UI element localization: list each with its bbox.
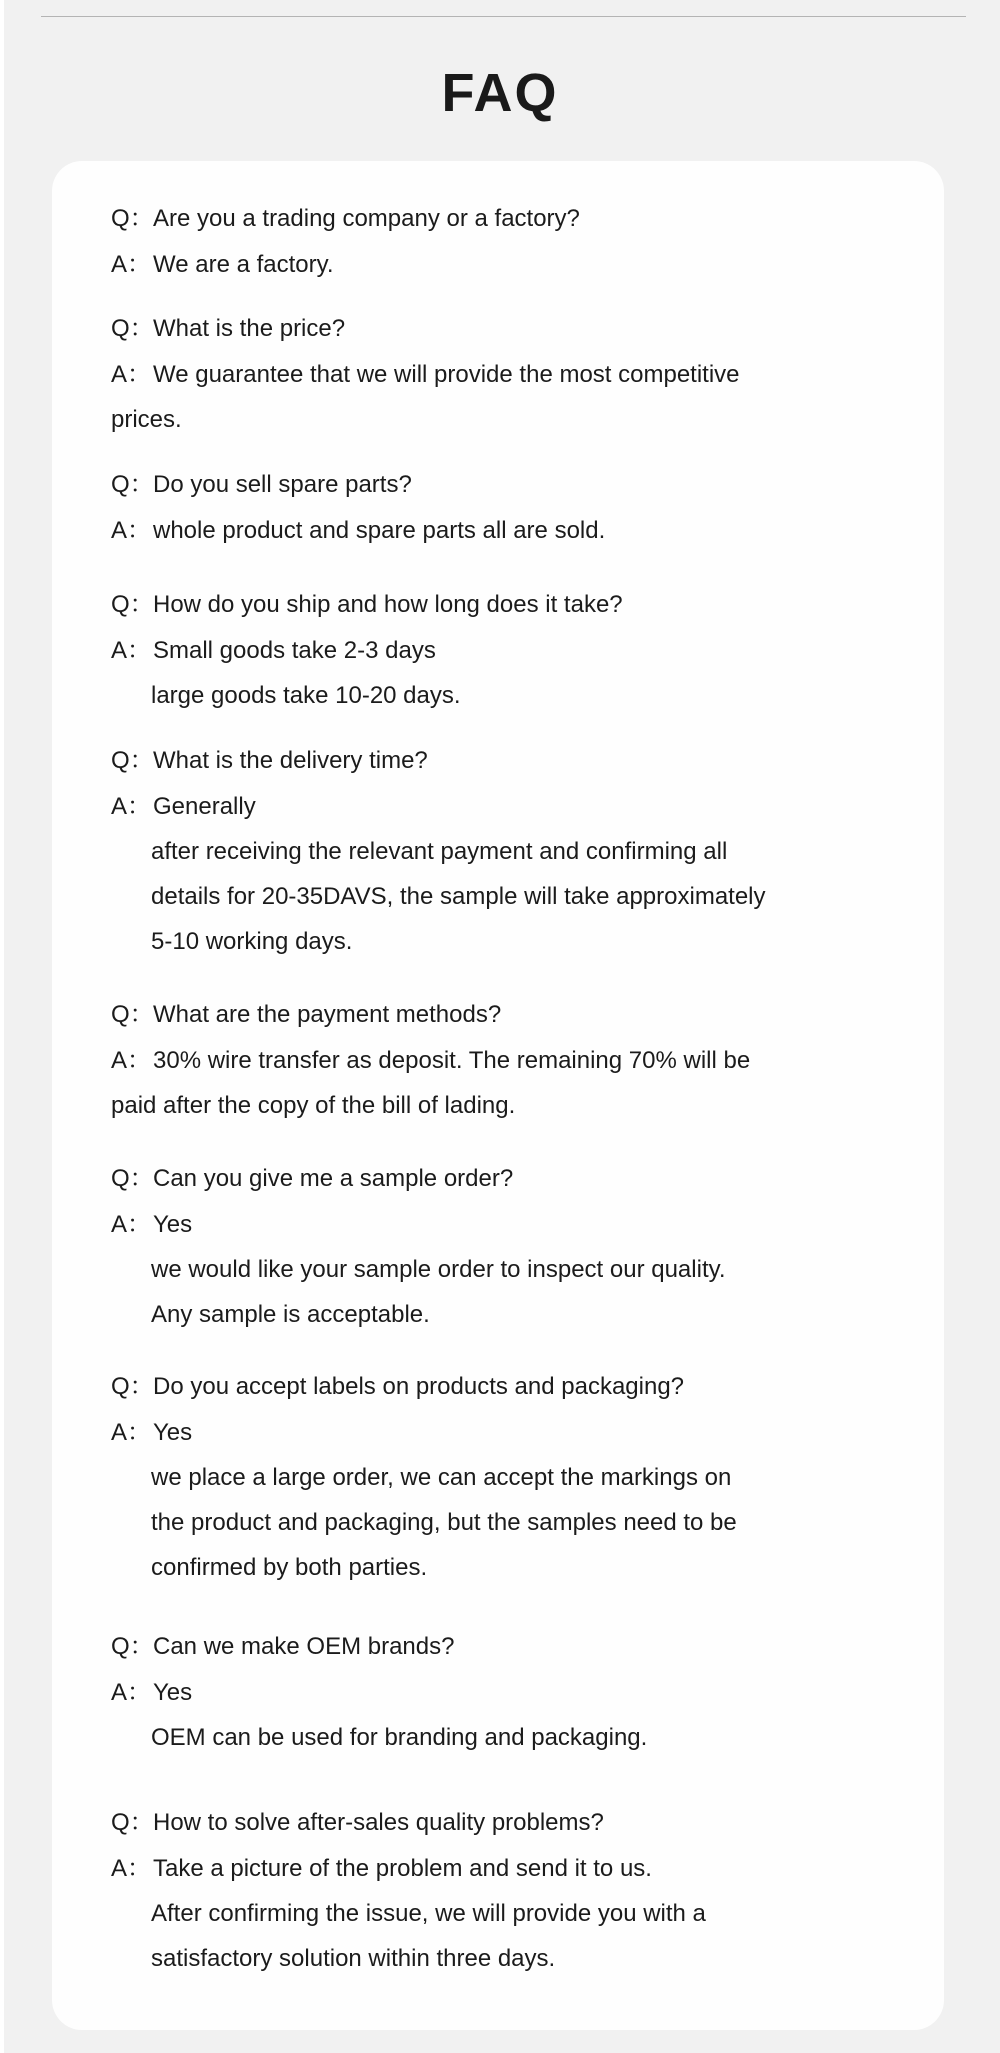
answer-text: Yes — [153, 1211, 193, 1238]
answer-label: A： — [111, 1419, 152, 1446]
answer-label: A： — [111, 1211, 152, 1238]
answer-line — [111, 628, 811, 673]
answer-continuation: Any sample is acceptable. — [151, 1301, 430, 1328]
question-label: Q： — [111, 1001, 154, 1028]
question-line — [111, 582, 811, 628]
question-label: Q： — [111, 747, 154, 774]
answer-line — [111, 352, 811, 397]
answer-label: A： — [111, 517, 152, 544]
question-text: What are the payment methods? — [153, 1001, 502, 1028]
question-line — [111, 1800, 811, 1846]
faq-item-shipping — [111, 582, 811, 718]
faq-item-sample-order — [111, 1156, 811, 1337]
question-label: Q： — [111, 315, 154, 342]
question-text: Do you sell spare parts? — [153, 471, 412, 498]
answer-line — [111, 1670, 811, 1715]
answer-line — [111, 1038, 811, 1083]
answer-line — [111, 508, 811, 553]
faq-item-delivery-time — [111, 738, 811, 964]
answer-continuation: large goods take 10-20 days. — [151, 682, 461, 709]
answer-text: 30% wire transfer as deposit. The remaining 70% will be — [153, 1047, 751, 1074]
answer-label: A： — [111, 1855, 152, 1882]
question-text: Are you a trading company or a factory? — [153, 205, 580, 232]
question-line — [111, 196, 811, 242]
question-text: What is the price? — [153, 315, 346, 342]
answer-text: whole product and spare parts all are sold. — [153, 517, 606, 544]
question-text: Can you give me a sample order? — [153, 1165, 514, 1192]
answer-line — [111, 1846, 811, 1891]
answer-text: Yes — [153, 1419, 193, 1446]
question-text: Do you accept labels on products and packaging? — [153, 1373, 685, 1400]
question-line — [111, 1364, 811, 1410]
answer-label: A： — [111, 793, 152, 820]
answer-continuation: satisfactory solution within three days. — [151, 1945, 556, 1972]
top-divider — [41, 16, 966, 17]
answer-continuation: 5-10 working days. — [151, 928, 353, 955]
question-label: Q： — [111, 1373, 154, 1400]
question-line — [111, 738, 811, 784]
question-label: Q： — [111, 1809, 154, 1836]
question-label: Q： — [111, 1165, 154, 1192]
answer-label: A： — [111, 1679, 152, 1706]
question-line — [111, 462, 811, 508]
question-text: What is the delivery time? — [153, 747, 428, 774]
answer-continuation: after receiving the relevant payment and confirming all — [151, 838, 728, 865]
left-edge-strip — [0, 0, 4, 2053]
answer-continuation: the product and packaging, but the samples need to be — [151, 1509, 737, 1536]
page-title: FAQ — [441, 63, 559, 123]
question-label: Q： — [111, 591, 154, 618]
faq-item-price — [111, 306, 811, 442]
faq-item-oem-brands — [111, 1624, 811, 1760]
answer-line — [111, 242, 811, 287]
question-text: How do you ship and how long does it take? — [153, 591, 623, 618]
answer-wrap-line: prices. — [111, 406, 182, 433]
answer-label: A： — [111, 1047, 152, 1074]
question-text: How to solve after-sales quality problems? — [153, 1809, 604, 1836]
answer-text: Generally — [153, 793, 256, 820]
answer-line — [111, 1202, 811, 1247]
answer-line — [111, 1410, 811, 1455]
faq-item-trading-or-factory — [111, 196, 811, 287]
faq-item-labels-packaging — [111, 1364, 811, 1590]
answer-text: Yes — [153, 1679, 193, 1706]
answer-continuation: details for 20-35DAVS, the sample will take approximately — [151, 883, 766, 910]
answer-continuation: we would like your sample order to inspect our quality. — [151, 1256, 726, 1283]
question-line — [111, 1156, 811, 1202]
answer-label: A： — [111, 251, 152, 278]
faq-item-spare-parts — [111, 462, 811, 553]
answer-continuation: OEM can be used for branding and packaging. — [151, 1724, 648, 1751]
faq-item-after-sales — [111, 1800, 811, 1981]
answer-continuation: After confirming the issue, we will provide you with a — [151, 1900, 706, 1927]
faq-item-payment-methods — [111, 992, 811, 1128]
question-line — [111, 992, 811, 1038]
answer-continuation: confirmed by both parties. — [151, 1554, 428, 1581]
answer-label: A： — [111, 637, 152, 664]
answer-text: We guarantee that we will provide the most competitive — [153, 361, 740, 388]
answer-wrap-line: paid after the copy of the bill of lading. — [111, 1092, 516, 1119]
answer-continuation: we place a large order, we can accept the markings on — [151, 1464, 732, 1491]
question-label: Q： — [111, 205, 154, 232]
answer-label: A： — [111, 361, 152, 388]
question-label: Q： — [111, 1633, 154, 1660]
answer-text: We are a factory. — [153, 251, 334, 278]
answer-line — [111, 784, 811, 829]
question-label: Q： — [111, 471, 154, 498]
question-text: Can we make OEM brands? — [153, 1633, 455, 1660]
answer-text: Small goods take 2-3 days — [153, 637, 436, 664]
question-line — [111, 1624, 811, 1670]
question-line — [111, 306, 811, 352]
answer-text: Take a picture of the problem and send it to us. — [153, 1855, 652, 1882]
